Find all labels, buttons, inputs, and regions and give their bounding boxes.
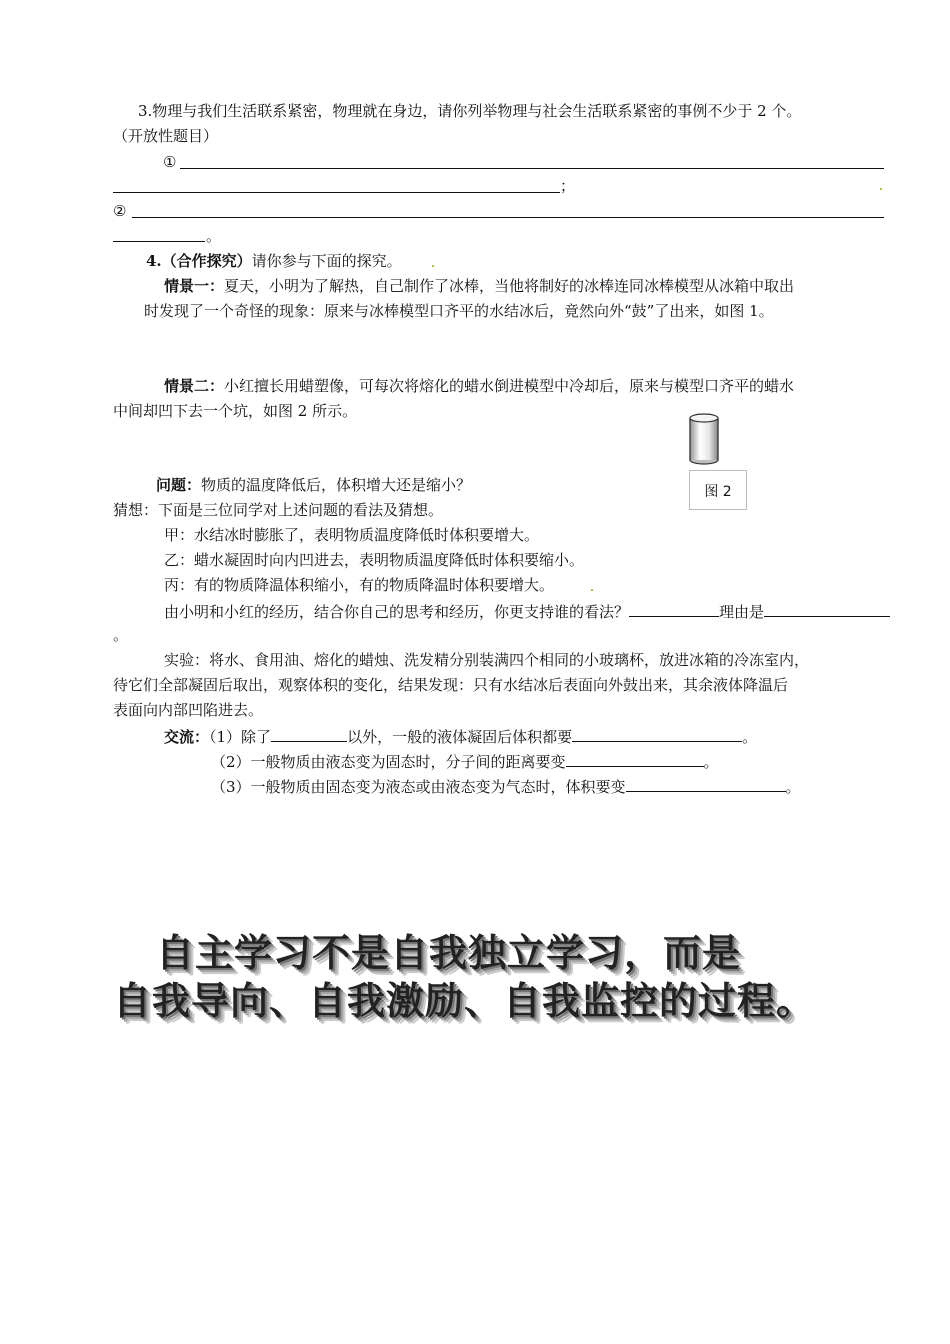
cylinder-figure [684,410,724,466]
q4-heading [146,251,402,271]
q4-guess-bing: 丙：有的物质降温体积缩小，有的物质降温时体积要增大。 [164,576,555,594]
q4-number-label: 4.（合作探究） [146,252,252,270]
q4-ex3-end: 。 [785,778,801,796]
stray-mark [880,188,882,190]
q4-scene1-text1: 夏天，小明为了解热，自己制作了冰棒，当他将制好的冰棒连同冰棒模型从冰箱中取出 [224,277,795,295]
motto-line1: 自主学习不是自我独立学习，而是 [156,931,742,975]
q4-support-end: 。 [113,626,129,644]
q3-semicolon: ； [560,177,576,195]
q4-question-text: 物质的温度降低后，体积增大还是缩小？ [201,476,472,494]
stray-mark [591,589,593,591]
q4-ex2-end: 。 [703,753,719,771]
ex1-blank-2[interactable] [572,725,742,742]
stray-mark [432,265,434,267]
q4-ex1-b: 以外，一般的液体凝固后体积都要 [347,728,573,746]
q3-end-mark: 。 [206,227,222,245]
q3-answer-2a-line[interactable] [132,217,884,218]
q4-exchange-3 [211,775,801,797]
q4-guess-jia: 甲：水结冰时膨胀了，表明物质温度降低时体积要增大。 [164,526,540,544]
q4-question-line [156,475,471,495]
q4-guess-yi: 乙：蜡水凝固时向内凹进去，表明物质温度降低时体积要缩小。 [164,551,585,569]
q4-experiment-line1: 实验：将水、食用油、熔化的蜡烛、洗发精分别装满四个相同的小玻璃杯，放进冰箱的冷冻室内， [164,651,810,669]
q4-ex2-a: （2）一般物质由液态变为固态时，分子间的距离要变 [211,753,566,771]
q4-exchange-1 [164,725,757,747]
q4-scene2-label: 情景二： [164,377,225,395]
q4-scene1-line1 [164,276,794,296]
q4-scene1-label: 情景一： [164,277,225,295]
ex3-blank[interactable] [626,775,786,792]
q3-answer-1a-line[interactable] [180,168,884,169]
motto-line2: 自我导向、自我激励、自我监控的过程。 [113,979,816,1023]
q4-question-label: 问题： [156,476,202,494]
q4-ex1-a: （1）除了 [209,728,272,746]
reason-answer-blank[interactable] [764,600,890,617]
figure2-caption-box [689,470,747,510]
q4-scene1-line2: 时发现了一个奇怪的现象：原来与冰棒模型口齐平的水结冰后，竟然向外“鼓”了出来，如图 1。 [144,302,774,320]
q3-line2: （开放性题目） [113,127,219,145]
q4-ex1-end: 。 [742,728,758,746]
q4-experiment-line3: 表面向内部凹陷进去。 [113,701,264,719]
q4-exchange-2 [211,750,719,772]
q4-reason-label: 理由是 [719,603,765,621]
q3-item2-marker: ② [113,202,127,220]
q4-scene2-text1: 小红擅长用蜡塑像，可每次将熔化的蜡水倒进模型中冷却后，原来与模型口齐平的蜡水 [224,377,795,395]
ex2-blank[interactable] [566,750,704,767]
q3-answer-2b-line[interactable] [113,241,205,242]
q4-ex3-a: （3）一般物质由固态变为液态或由液态变为气态时，体积要变 [211,778,626,796]
ex1-blank-1[interactable] [271,725,347,742]
q4-support-prompt: 由小明和小红的经历，结合你自己的思考和经历，你更支持谁的看法？ [164,603,630,621]
q4-intro: 请你参与下面的探究。 [251,252,402,270]
q4-guess-line: 猜想：下面是三位同学对上述问题的看法及猜想。 [113,501,444,519]
q4-experiment-line2: 待它们全部凝固后取出，观察体积的变化，结果发现：只有水结冰后表面向外鼓出来，其余液体降温后 [113,676,789,694]
figure2-label: 图 2 [704,484,732,500]
q4-scene2-line1 [164,376,794,396]
q3-item1-marker: ① [163,153,177,171]
q4-scene2-line2: 中间却凹下去一个坑，如图 2 所示。 [113,402,358,420]
support-answer-blank[interactable] [629,600,719,617]
q3-answer-1b-line[interactable] [113,192,560,193]
q3-line1: 3.物理与我们生活联系紧密，物理就在身边，请你列举物理与社会生活联系紧密的事例不少于 2 个。 [138,102,802,120]
q4-exchange-label: 交流： [164,728,210,746]
q4-support-line [164,600,890,622]
